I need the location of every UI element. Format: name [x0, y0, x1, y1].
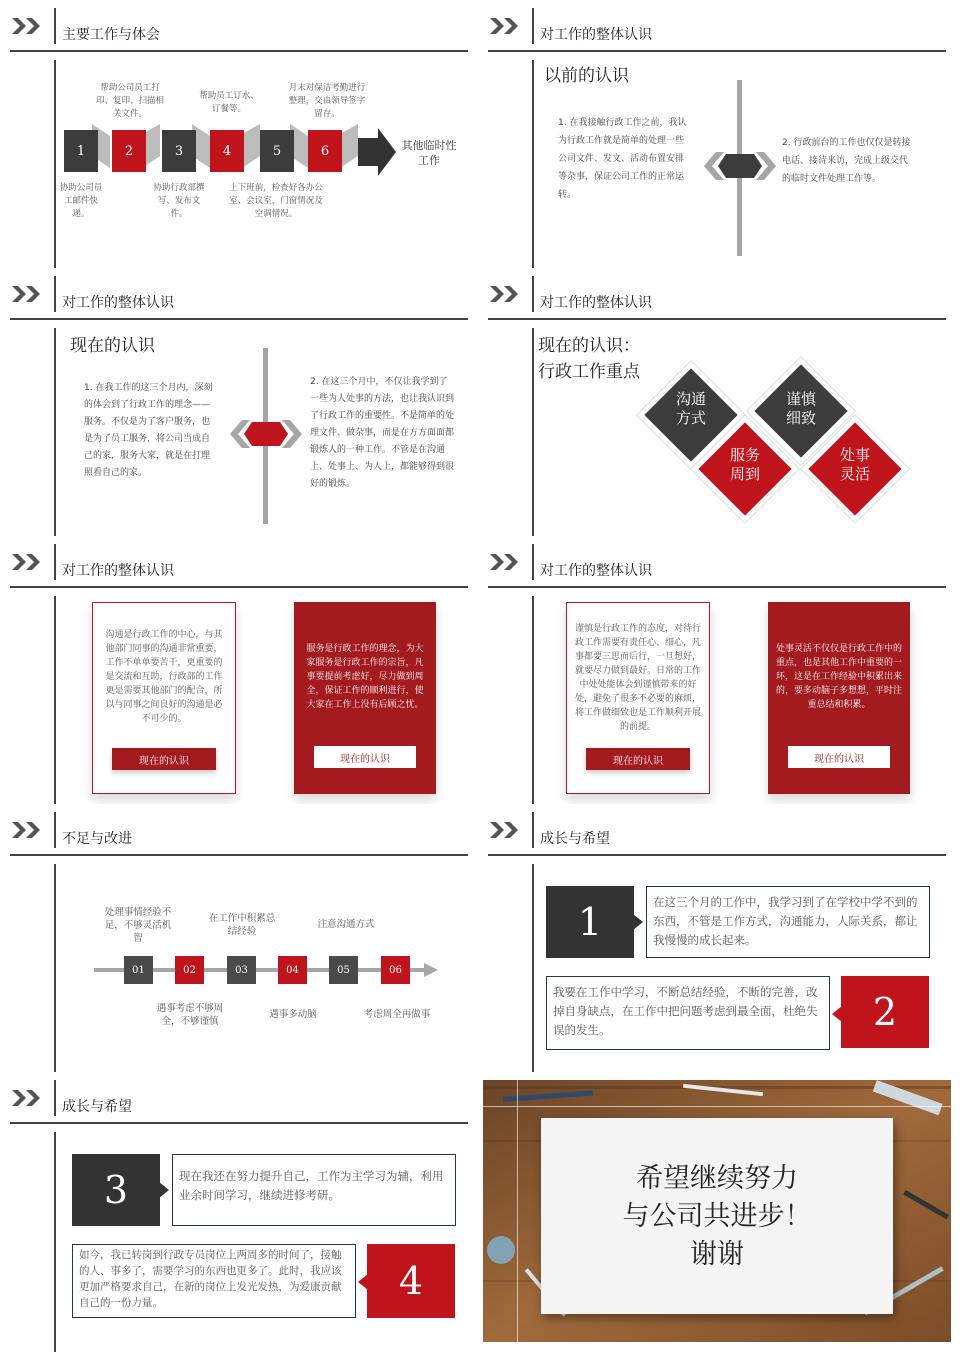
chevron-icon	[10, 822, 46, 838]
slide-subtitle: 以前的认识	[544, 66, 629, 86]
step-box: 5	[260, 130, 294, 172]
step-box: 4	[210, 130, 244, 172]
card-text: 沟通是行政工作的中心，与其他部门同事的沟通非常重要，工作不单单要苦干，更重要的是交流和互助，行政部的工作更是需要其他部门的配合，所以与同事之间良好的沟通是必不可少的。	[105, 630, 223, 724]
thanks-line: 谢谢	[690, 1239, 744, 1270]
step-label: 遇事多动脑	[269, 1009, 317, 1020]
card-text: 谨慎是行政工作的态度，对待行政工作需要有责任心、细心，凡事都要三思而后行，一旦想好，就要尽力做到最好。日常的工作中处处能体会到谨慎带来的好处，避免了很多不必要的麻烦，将工作做细致也是工作顺利开展的前提。	[574, 624, 701, 732]
chevron-icon	[10, 1090, 46, 1106]
card-button[interactable]: 现在的认识	[314, 746, 416, 768]
card-text: 处事灵活不仅仅是行政工作中的重点，也是其他工作中重要的一环，这是在工作经验中积累出来的，要多动脑子多想想，平时注重总结和积累。	[776, 644, 903, 710]
chevron-icon	[10, 18, 46, 34]
diamond-label: 沟通方式	[675, 390, 706, 427]
card-button[interactable]: 现在的认识	[112, 748, 216, 770]
step-box: 02	[175, 956, 204, 984]
text-box: 在这三个月的工作中，我学习到了在学校中学不到的东西，不管是工作方式，沟通能力，人际关系，都让我慢慢的成长起来。	[646, 886, 930, 958]
step-label: 考虑周全再做事	[363, 1009, 431, 1020]
step-label: 在工作中积累总结经验	[208, 913, 276, 937]
slide-title: 对工作的整体认识	[540, 27, 652, 43]
number-badge: 2	[841, 976, 929, 1048]
slide-improvement	[0, 804, 470, 1072]
arrow-label: 其他临时性工作	[401, 139, 457, 167]
text-box: 我要在工作中学习，不断总结经验，不断的完善，改掉自身缺点，在工作中把问题考虑到最全面，杜绝失误的发生。	[546, 976, 830, 1050]
card-button[interactable]: 现在的认识	[586, 748, 690, 770]
slide-cards-a	[0, 536, 470, 804]
chevron-icon	[10, 286, 46, 302]
badge-pointer	[633, 914, 643, 930]
diamond-label: 服务周到	[729, 446, 760, 483]
text-box: 如今，我已转岗到行政专员岗位上两周多的时间了，接触的人、事多了，需要学习的东西也更多了。此时，我应该更加严格要求自己，在新的岗位上发光发热，为爱康贡献自己的一份力量。	[72, 1244, 356, 1318]
badge-pointer	[159, 1182, 169, 1198]
left-text: 1. 在我工作的这三个月内，深刻的体会到了行政工作的理念——服务。不仅是为了客户服务，也是为了员工服务，将公司当成自己的家，服务大家，就是在打理照看自己的家。	[84, 383, 213, 478]
slide-current-understanding	[0, 268, 470, 536]
number-badge: 1	[546, 886, 634, 958]
slide-thanks	[483, 1080, 951, 1342]
slide-main-work	[0, 0, 470, 268]
card-text: 服务是行政工作的理念，为大家服务是行政工作的宗旨，凡事要提前考虑好，尽力做到周全，保证工作的顺利进行，使大家在工作上没有后顾之忧。	[306, 644, 424, 710]
diamond-label: 处事灵活	[839, 446, 870, 483]
text-box: 现在我还在努力提升自己，工作为主学习为辅，利用业余时间学习，继续进修考研。	[172, 1154, 456, 1226]
step-box: 2	[112, 130, 146, 172]
step-label: 上下班前，检查好各办公室、会议室，门窗情况及空调情况。	[229, 183, 323, 219]
slide-title: 对工作的整体认识	[62, 295, 174, 311]
step-label: 协助公司员工邮件快递。	[59, 183, 103, 219]
step-box: 6	[308, 130, 342, 172]
step-label: 帮助公司员工打印、复印、扫描相关文件。	[95, 83, 164, 119]
step-box: 06	[381, 956, 410, 984]
slide-cards-b	[478, 536, 948, 804]
center-divider-graphic	[700, 80, 780, 256]
slide-title: 对工作的整体认识	[62, 563, 174, 579]
slide-title: 成长与希望	[540, 831, 610, 847]
slide-subtitle: 行政工作重点	[538, 362, 640, 382]
right-text: 2. 在这三个月中，不仅让我学到了一些为人处事的方法，也让我认识到了行政工作的重要性。不是简单的处理文件、做杂事，而是在方方面面都锻炼人的一种工作。不管是在沟通上、处事上、为人上，都能够得到很好的锻炼。	[310, 377, 455, 489]
slide-growth-b	[0, 1072, 470, 1352]
step-box: 03	[227, 956, 256, 984]
step-label: 帮助员工订水、订餐等。	[199, 91, 259, 114]
chevron-icon	[488, 286, 524, 302]
chevron-icon	[488, 822, 524, 838]
step-label: 月末对保洁考勤进行整理，交由领导签字留存。	[288, 83, 366, 119]
chevron-icon	[488, 18, 524, 34]
thanks-line: 与公司共进步！	[622, 1201, 812, 1232]
slide-work-focus	[478, 268, 948, 536]
right-text: 2. 行政前台的工作也仅仅是转接电话、接待来访，完成上级交代的临时文件处理工作等。	[782, 138, 911, 184]
step-box: 05	[329, 956, 358, 984]
slide-subtitle: 现在的认识	[70, 336, 155, 356]
slide-title: 成长与希望	[62, 1099, 132, 1115]
slide-growth-a	[478, 804, 948, 1072]
diamond-label: 谨慎细致	[785, 390, 816, 427]
step-box: 04	[278, 956, 307, 984]
chevron-icon	[10, 554, 46, 570]
step-box: 01	[124, 956, 153, 984]
slide-title: 对工作的整体认识	[540, 563, 652, 579]
slide-subtitle: 现在的认识：	[538, 336, 640, 356]
slide-title: 不足与改进	[62, 831, 132, 847]
thanks-text	[541, 1160, 893, 1274]
slide-title: 对工作的整体认识	[540, 295, 652, 311]
step-box: 3	[162, 130, 196, 172]
slide-previous-understanding	[478, 0, 948, 268]
step-label: 遇事考虑不够周全，不够谨慎	[156, 1003, 224, 1027]
step-label: 处理事情经验不足，不够灵活机智	[104, 907, 172, 944]
center-divider-graphic	[226, 348, 306, 524]
card-button[interactable]: 现在的认识	[788, 746, 890, 768]
step-box: 1	[64, 130, 98, 172]
left-text: 1. 在我接触行政工作之前，我认为行政工作就是简单的处理一些公司文件、发文、活动布置安排等杂事，保证公司工作的正常运转。	[558, 118, 687, 200]
number-badge: 3	[72, 1154, 160, 1226]
slide-title: 主要工作与体会	[62, 27, 160, 43]
thanks-line: 希望继续努力	[636, 1163, 798, 1194]
number-badge: 4	[367, 1244, 455, 1318]
chevron-icon	[488, 554, 524, 570]
step-label: 注意沟通方式	[317, 919, 375, 930]
step-label: 协助行政部撰写、发布文件。	[153, 183, 205, 219]
